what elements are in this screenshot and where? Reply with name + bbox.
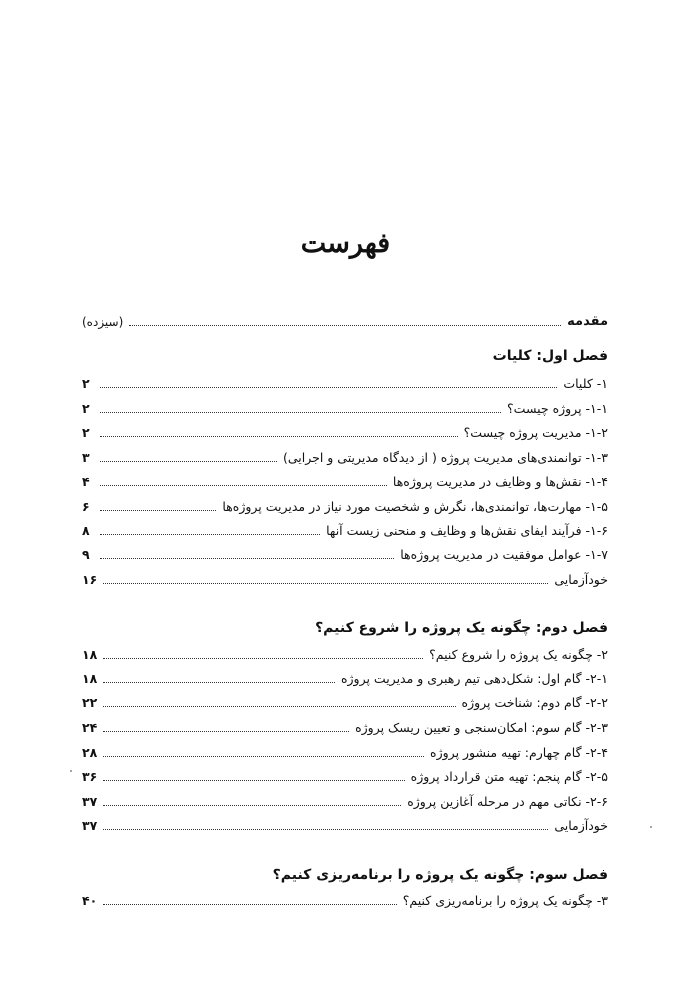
table-of-contents [82, 0, 608, 983]
toc-entry-label: ۱-۱- پروژه چیست؟ [507, 401, 608, 416]
toc-entry-label: خودآزمایی [554, 818, 608, 833]
toc-entry-page: ۳۷ [82, 818, 98, 833]
toc-entry-label: ۲- چگونه یک پروژه را شروع کنیم؟ [429, 647, 608, 662]
dot-leader [103, 706, 455, 707]
toc-entry-label: ۱-۴- نقش‌ها و وظایف در مدیریت پروژه‌ها [392, 474, 608, 489]
toc-entry-page: (سیزده) [82, 315, 124, 329]
toc-entry [82, 814, 608, 834]
dot-leader [103, 658, 423, 659]
scan-speck [650, 826, 652, 828]
dot-leader [100, 436, 458, 437]
dot-leader [103, 756, 424, 757]
toc-entry-intro [82, 310, 608, 330]
toc-entry-page: ۲ [82, 401, 90, 416]
toc-entry-page: ۲۲ [82, 695, 98, 710]
dot-leader [100, 534, 320, 535]
toc-entry-label: ۱-۳- توانمندی‌های مدیریت پروژه ( از دیدگاه مدیریتی و اجرایی) [282, 450, 608, 465]
toc-entry-page: ۳۷ [82, 794, 98, 809]
toc-entry-page: ۱۸ [82, 671, 98, 686]
toc-entry-page: ۶ [82, 499, 90, 514]
toc-entry-page: ۱۸ [82, 647, 98, 662]
dot-leader [103, 583, 548, 584]
toc-entry-page: ۲ [82, 425, 90, 440]
toc-entry [82, 470, 608, 490]
toc-entry-page: ۳ [82, 450, 90, 465]
toc-entry-label: ۲-۱- گام اول: شکل‌دهی تیم رهبری و مدیریت پروژه [340, 671, 608, 686]
toc-entry-label: ۱-۷- عوامل موفقیت در مدیریت پروژه‌ها [400, 547, 608, 562]
toc-entry [82, 397, 608, 417]
toc-entry-label: ۲-۲- گام دوم: شناخت پروژه [461, 695, 608, 710]
toc-entry-label: ۱-۲- مدیریت پروژه چیست؟ [463, 425, 608, 440]
toc-entry-label: ۱-۵- مهارت‌ها، توانمندی‌ها، نگرش و شخصیت مورد نیاز در مدیریت پروژه‌ها [222, 499, 608, 514]
toc-entry-label: مقدمه [567, 314, 608, 329]
page-title: فهرست [300, 228, 391, 259]
dot-leader [103, 731, 349, 732]
toc-entry-label: خودآزمایی [554, 572, 608, 587]
toc-entry-page: ۸ [82, 523, 90, 538]
toc-entry [82, 889, 608, 909]
dot-leader [129, 325, 561, 326]
dot-leader [103, 780, 404, 781]
toc-entry-label: ۲-۶- نکاتی مهم در مرحله آغازین پروژه [407, 794, 608, 809]
toc-entry-page: ۹ [82, 547, 90, 562]
toc-entry-page: ۱۶ [82, 572, 98, 587]
toc-entry [82, 568, 608, 588]
toc-entry [82, 790, 608, 810]
chapter-heading: فصل دوم: چگونه یک پروژه را شروع کنیم؟ [315, 620, 608, 636]
toc-entry [82, 643, 608, 663]
toc-entry-page: ۲۴ [82, 720, 98, 735]
toc-entry [82, 519, 608, 539]
toc-entry-label: ۲-۵- گام پنجم: تهیه متن قرارداد پروژه [410, 769, 608, 784]
toc-entry-label: ۲-۳- گام سوم: امکان‌سنجی و تعیین ریسک پروژه [355, 720, 608, 735]
dot-leader [100, 387, 557, 388]
dot-leader [100, 510, 216, 511]
toc-entry-page: ۴ [82, 474, 90, 489]
toc-entry [82, 741, 608, 761]
toc-entry [82, 543, 608, 563]
toc-entry [82, 667, 608, 687]
toc-entry [82, 716, 608, 736]
scan-speck [70, 770, 72, 772]
dot-leader [100, 485, 387, 486]
toc-entry-page: ۴۰ [82, 893, 98, 908]
chapter-heading: فصل اول: کلیات [492, 348, 608, 364]
dot-leader [100, 461, 277, 462]
dot-leader [103, 682, 335, 683]
toc-entry-label: ۱-۶- فرآیند ایفای نقش‌ها و وظایف و منحنی زیست آنها [326, 523, 608, 538]
toc-entry-label: ۱- کلیات [563, 376, 608, 391]
toc-entry [82, 446, 608, 466]
dot-leader [100, 412, 501, 413]
toc-entry-page: ۲۸ [82, 745, 98, 760]
toc-entry [82, 691, 608, 711]
chapter-heading: فصل سوم: چگونه یک پروژه را برنامه‌ریزی کنیم؟ [272, 867, 608, 883]
dot-leader [103, 904, 397, 905]
toc-entry [82, 372, 608, 392]
dot-leader [103, 829, 548, 830]
toc-entry [82, 495, 608, 515]
toc-entry-label: ۳- چگونه یک پروژه را برنامه‌ریزی کنیم؟ [402, 893, 608, 908]
dot-leader [103, 805, 401, 806]
toc-entry-page: ۲ [82, 376, 90, 391]
dot-leader [100, 558, 394, 559]
toc-entry-label: ۲-۴- گام چهارم: تهیه منشور پروژه [430, 745, 608, 760]
toc-entry [82, 765, 608, 785]
toc-entry [82, 421, 608, 441]
toc-entry-page: ۳۶ [82, 769, 98, 784]
